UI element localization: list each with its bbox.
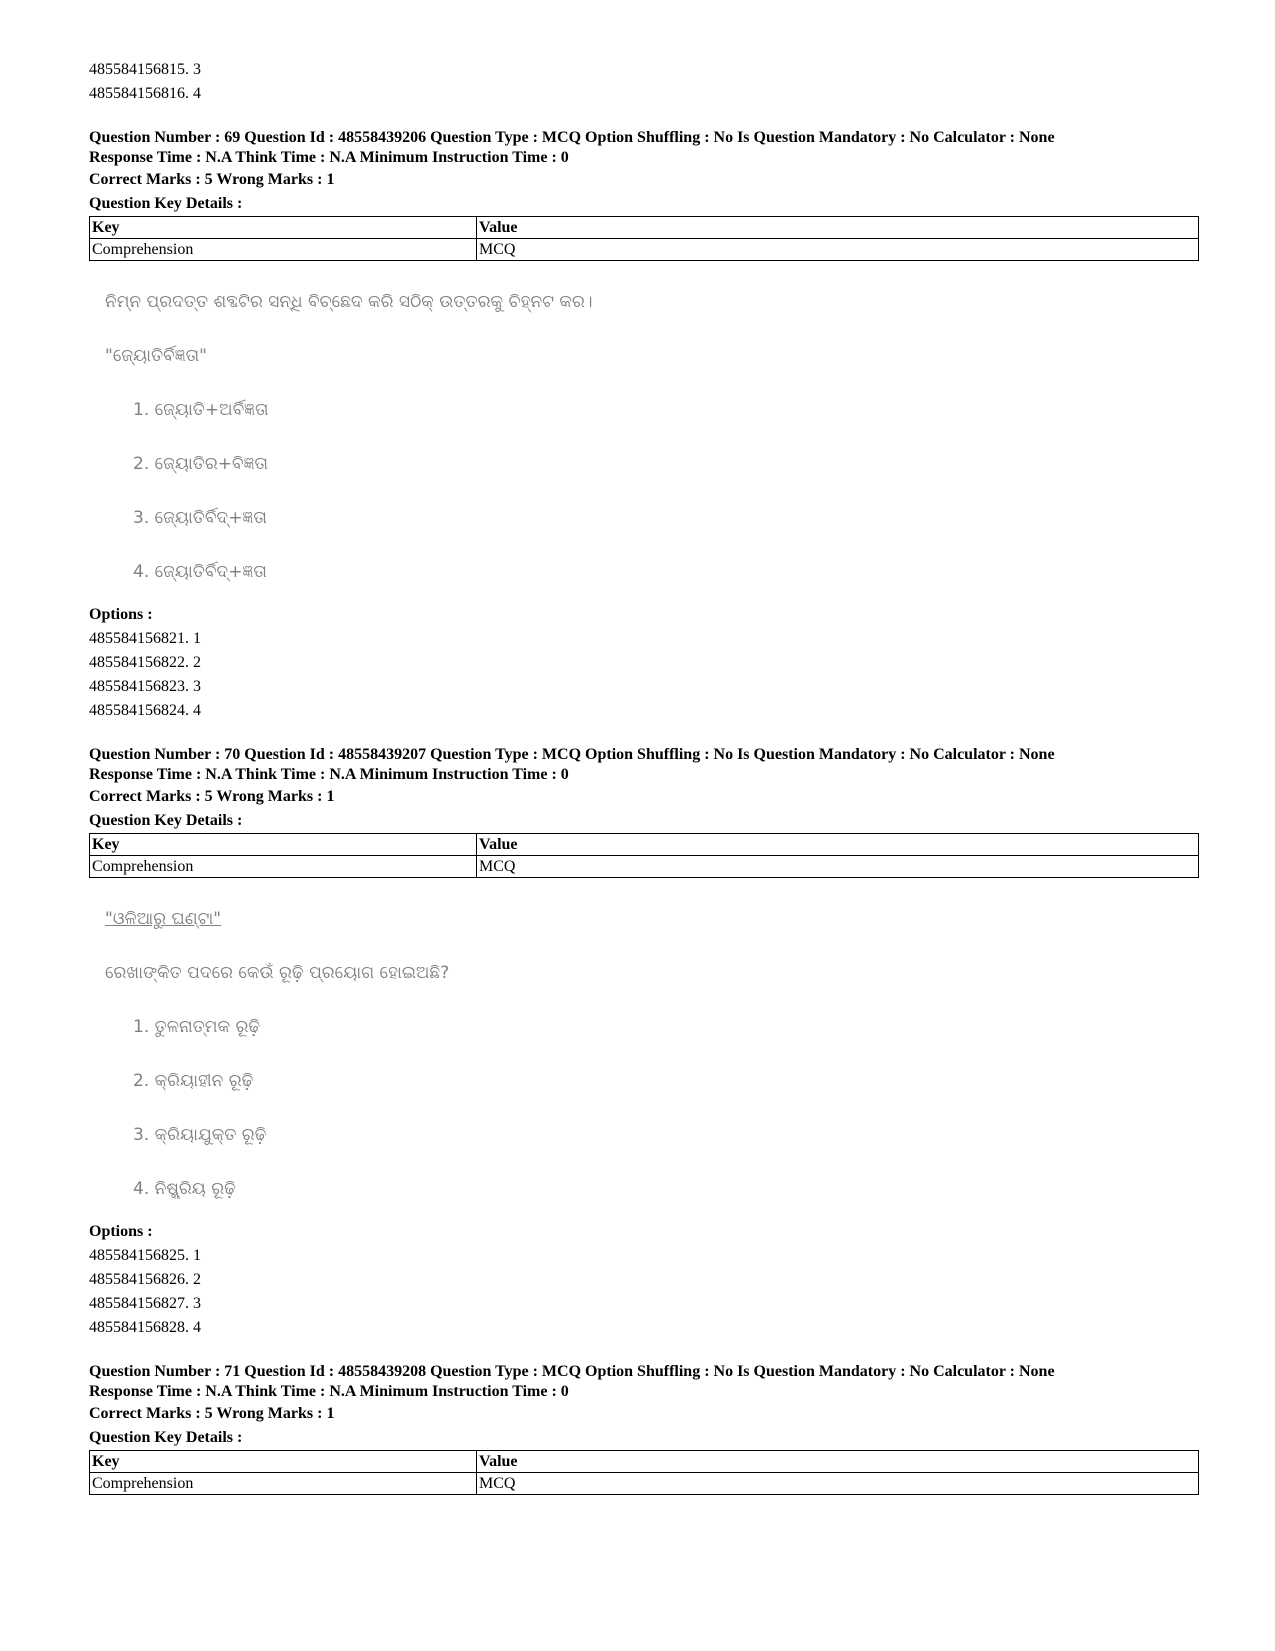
question-header: Question Number : 70 Question Id : 48558439207 Question Type : MCQ Option Shuffling : No Is Question Mandatory : No Calculator : None [89,746,1055,763]
options-label: Options : [89,606,153,623]
marks-line: Correct Marks : 5 Wrong Marks : 1 [89,171,335,188]
table-cell-value: MCQ [477,856,1199,878]
key-details-label: Question Key Details : [89,195,243,212]
answer-choice: 2. କ୍ରିୟାହୀନ ରୂଢ଼ି [133,1071,254,1091]
option-line: 485584156827. 3 [89,1295,201,1312]
question-word: "ଜ୍ୟୋତିର୍ବିଜ୍ଞତା" [105,346,207,366]
key-details-label: Question Key Details : [89,812,243,829]
question-timing: Response Time : N.A Think Time : N.A Minimum Instruction Time : 0 [89,766,569,783]
table-header-key: Key [90,1451,477,1473]
options-label: Options : [89,1223,153,1240]
key-details-label: Question Key Details : [89,1429,243,1446]
answer-choice: 4. ଜ୍ୟୋତିର୍ବିଦ୍+ଜ୍ଞତା [133,562,267,582]
key-details-table [89,216,1199,261]
option-line: 485584156826. 2 [89,1271,201,1288]
question-image [105,275,1199,599]
key-details-table [89,833,1199,878]
option-line: 485584156828. 4 [89,1319,201,1336]
table-header-value: Value [477,834,1199,856]
answer-choice: 4. ନିଷ୍କ୍ରିୟ ରୂଢ଼ି [133,1179,236,1199]
question-timing: Response Time : N.A Think Time : N.A Minimum Instruction Time : 0 [89,1383,569,1400]
question-timing: Response Time : N.A Think Time : N.A Minimum Instruction Time : 0 [89,149,569,166]
table-cell-key: Comprehension [90,1473,477,1495]
option-line: 485584156816. 4 [89,85,201,102]
table-header-key: Key [90,834,477,856]
question-text: ରେଖାଙ୍କିତ ପଦରେ କେଉଁ ରୂଢ଼ି ପ୍ରୟୋଗ ହୋଇଅଛି? [105,963,450,983]
question-image [105,892,1199,1216]
option-line: 485584156815. 3 [89,61,201,78]
table-cell-key: Comprehension [90,856,477,878]
answer-choice: 1. ତୁଳନାତ୍ମକ ରୂଢ଼ି [133,1017,261,1037]
marks-line: Correct Marks : 5 Wrong Marks : 1 [89,1405,335,1422]
document-page [89,58,1199,1509]
question-header: Question Number : 69 Question Id : 48558439206 Question Type : MCQ Option Shuffling : No Is Question Mandatory : No Calculator : None [89,129,1055,146]
option-line: 485584156825. 1 [89,1247,201,1264]
table-cell-value: MCQ [477,1473,1199,1495]
answer-choice: 1. ଜ୍ୟୋତି+ଅର୍ବିଜ୍ଞତା [133,400,269,420]
question-69 [89,128,1199,723]
marks-line: Correct Marks : 5 Wrong Marks : 1 [89,788,335,805]
key-details-table [89,1450,1199,1495]
option-line: 485584156824. 4 [89,702,201,719]
table-header-value: Value [477,1451,1199,1473]
option-line: 485584156822. 2 [89,654,201,671]
table-header-key: Key [90,217,477,239]
option-line: 485584156823. 3 [89,678,201,695]
table-header-value: Value [477,217,1199,239]
table-cell-value: MCQ [477,239,1199,261]
question-text: ନିମ୍ନ ପ୍ରଦତ୍ତ ଶବ୍ଦଟିର ସନ୍ଧି ବିଚ୍ଛେଦ କରି ସଠିକ୍ ଉତ୍ତରକୁ ଚିହ୍ନଟ କର। [105,292,593,312]
answer-choice: 3. ଜ୍ୟୋତିର୍ବିଦ୍+ଜ୍ଞତା [133,508,267,528]
answer-choice: 3. କ୍ରିୟାଯୁକ୍ତ ରୂଢ଼ି [133,1125,267,1145]
option-line: 485584156821. 1 [89,630,201,647]
table-cell-key: Comprehension [90,239,477,261]
answer-choice: 2. ଜ୍ୟୋତିର+ବିଜ୍ଞତା [133,454,269,474]
question-phrase: "ଓଳିଆରୁ ଘଣ୍ଟା" [105,909,222,929]
question-header: Question Number : 71 Question Id : 48558439208 Question Type : MCQ Option Shuffling : No Is Question Mandatory : No Calculator : None [89,1363,1055,1380]
question-71 [89,1362,1199,1495]
question-70 [89,745,1199,1340]
